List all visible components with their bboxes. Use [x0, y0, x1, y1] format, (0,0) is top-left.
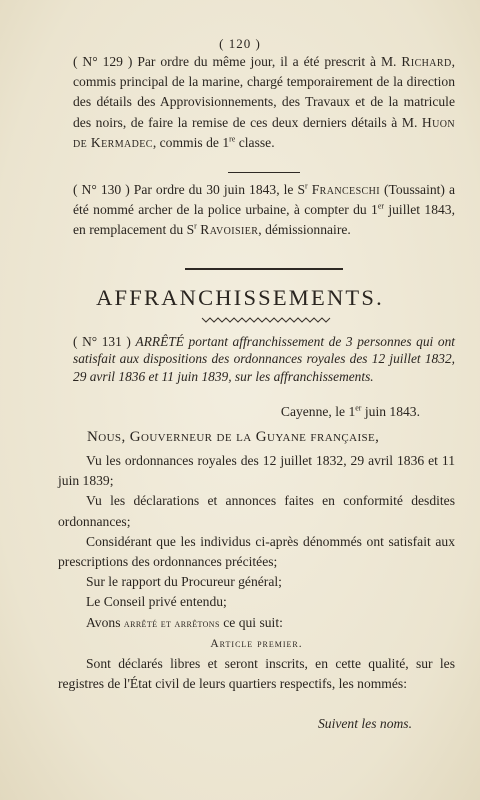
- paragraph-129: ( N° 129 ) Par ordre du même jour, il a été prescrit à M. Richard, commis principal de la marine, chargé temporairement de la direction des détails des Approvisionnements, des Travaux et de la matricule des noirs, de faire la remise de ces deux derniers détails à M. Huon de Kermadec, commis de 1re classe.: [73, 54, 455, 150]
- arrete-body: [58, 451, 455, 694]
- place-date: Cayenne, le 1er juin 1843.: [280, 403, 420, 419]
- person-name: Ravoisier: [200, 222, 259, 238]
- avons-paragraph: Avons arrêté et arrêtons ce qui suit:: [86, 614, 283, 630]
- section-rule: [185, 268, 343, 270]
- ornament-divider: [200, 315, 332, 325]
- suivent-noms: Suivent les noms.: [317, 716, 412, 731]
- paragraph-130: ( N° 130 ) Par ordre du 30 juin 1843, le $S^r$ Franceschi (Toussaint) a été nommé archer de la police urbaine, à compter du 1er juillet 1843, en remplacement du $S^r$ Ravoisier, démissionnaire.: [73, 181, 456, 238]
- paragraph-number: ( N° 131 ): [73, 334, 131, 349]
- person-name: Huon de Kermadec: [73, 114, 455, 150]
- conseil-paragraph: Le Conseil privé entendu;: [86, 594, 227, 610]
- paragraph-131-title: [73, 333, 455, 385]
- vu-paragraph-2: Vu les déclarations et annonces faites en conformité desdites ordonnances;: [58, 493, 455, 529]
- article-text: Sont déclarés libres et seront inscrits, en cette qualité, sur les registres de l'État civil de leurs quartiers respectifs, les nommés:: [58, 656, 455, 692]
- section-heading: AFFRANCHISSEMENTS.: [96, 285, 384, 310]
- separator-rule: [228, 172, 300, 173]
- arrete-title: ARRÊTÉ portant affranchissement de 3 personnes qui ont satisfait aux dispositions des ordonnances royales des 12 juillet 1832, 29 avril 1836 et 11 juin 1839, sur les affranchissements.: [73, 334, 456, 384]
- article-heading: Article premier.: [210, 637, 303, 650]
- person-name: Richard: [401, 54, 452, 69]
- considerant-paragraph: Considérant que les individus ci-après dénommés ont satisfait aux prescriptions des ordonnances précitées;: [58, 533, 455, 570]
- paragraph-number: ( N° 130 ): [73, 182, 130, 197]
- page-number: ( 120 ): [219, 36, 261, 51]
- rapport-paragraph: Sur le rapport du Procureur général;: [86, 574, 282, 590]
- person-name: Franceschi: [311, 182, 380, 197]
- paragraph-number: ( N° 129 ): [73, 54, 133, 69]
- governor-intro: Nous, Gouverneur de la Guyane française,: [87, 429, 380, 445]
- vu-paragraph-1: Vu les ordonnances royales des 12 juillet 1832, 29 avril 1836 et 11 juin 1839;: [58, 453, 455, 489]
